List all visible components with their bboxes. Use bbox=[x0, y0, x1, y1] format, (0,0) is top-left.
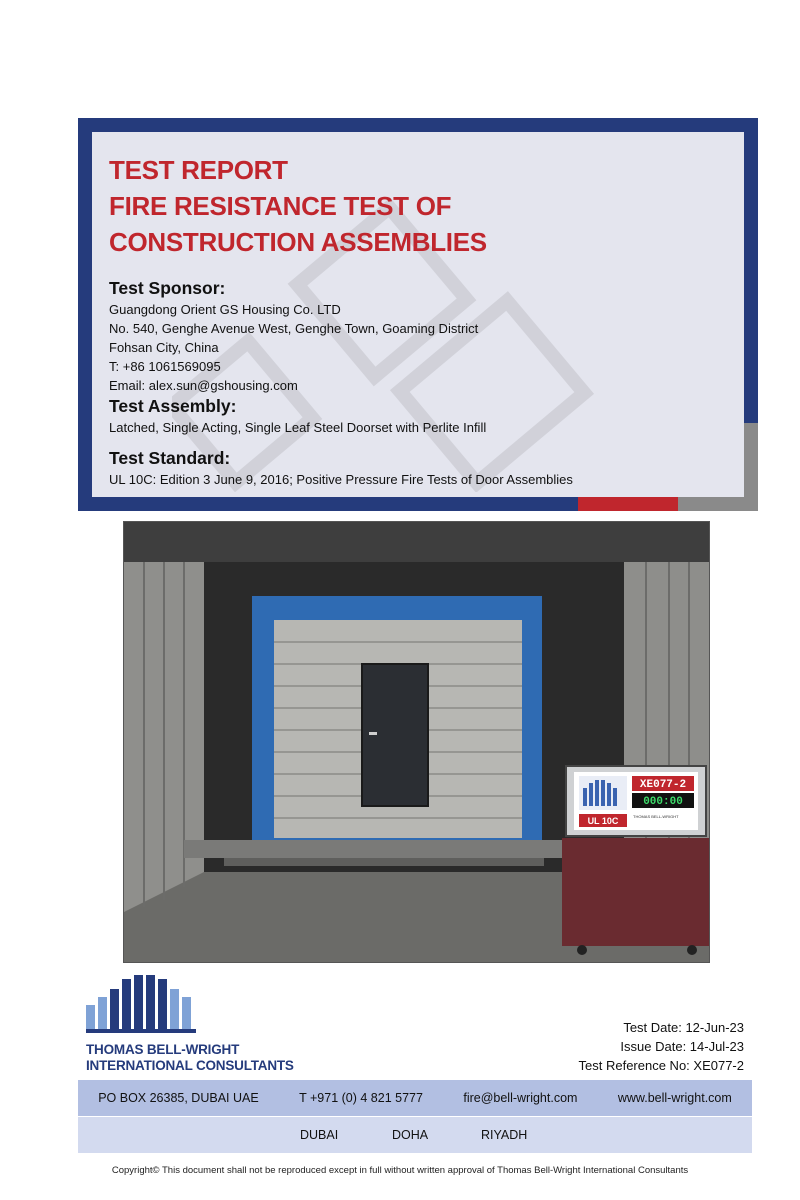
sponsor-line: T: +86 1061569095 bbox=[109, 359, 221, 374]
offices-bar bbox=[78, 1117, 752, 1153]
contact-address: PO BOX 26385, DUBAI UAE bbox=[98, 1091, 259, 1105]
company-name bbox=[86, 1042, 294, 1074]
frame-accent-red bbox=[578, 497, 678, 511]
sponsor-line: Guangdong Orient GS Housing Co. LTD bbox=[109, 302, 341, 317]
report-title bbox=[109, 152, 487, 260]
display-brand: THOMAS BELL-WRIGHT bbox=[633, 814, 679, 819]
sponsor-email: Email: alex.sun@gshousing.com bbox=[109, 378, 298, 393]
report-header-frame bbox=[78, 118, 758, 511]
frame-accent-gray-bottom bbox=[678, 497, 758, 511]
sponsor-line: No. 540, Genghe Avenue West, Genghe Town, Goaming District bbox=[109, 321, 479, 336]
display-reference: XE077-2 bbox=[639, 779, 687, 791]
office-doha: DOHA bbox=[392, 1128, 429, 1142]
report-dates bbox=[579, 1018, 744, 1075]
bell-wright-logo bbox=[86, 975, 196, 1037]
report-title-line: TEST REPORT bbox=[109, 155, 288, 185]
contact-phone: T +971 (0) 4 821 5777 bbox=[299, 1091, 423, 1105]
issue-date: Issue Date: 14-Jul-23 bbox=[620, 1039, 744, 1054]
office-riyadh: RIYADH bbox=[481, 1128, 528, 1142]
furnace-scene bbox=[124, 522, 710, 963]
test-date: Test Date: 12-Jun-23 bbox=[623, 1020, 744, 1035]
test-reference: Test Reference No: XE077-2 bbox=[578, 1058, 744, 1073]
contact-website[interactable]: www.bell-wright.com bbox=[617, 1091, 732, 1105]
assembly-heading: Test Assembly: bbox=[109, 396, 237, 416]
office-dubai: DUBAI bbox=[300, 1128, 339, 1142]
display-timer: 000:00 bbox=[643, 796, 683, 808]
sponsor-line: Fohsan City, China bbox=[109, 340, 219, 355]
copyright-notice: Copyright© This document shall not be reproduced except in full without written approval of Thomas Bell-Wright International Consultants bbox=[111, 1165, 689, 1176]
company-name-line: INTERNATIONAL CONSULTANTS bbox=[86, 1058, 294, 1073]
assembly-text: Latched, Single Acting, Single Leaf Steel Doorset with Perlite Infill bbox=[109, 420, 487, 435]
contact-email[interactable]: fire@bell-wright.com bbox=[463, 1091, 578, 1105]
standard-heading: Test Standard: bbox=[109, 448, 231, 468]
report-title-line: FIRE RESISTANCE TEST OF bbox=[109, 191, 452, 221]
contact-bar bbox=[78, 1080, 752, 1116]
report-title-line: CONSTRUCTION ASSEMBLIES bbox=[109, 227, 487, 257]
report-header-panel bbox=[92, 132, 744, 497]
sponsor-details bbox=[109, 300, 478, 395]
sponsor-heading: Test Sponsor: bbox=[109, 278, 226, 298]
standard-text: UL 10C: Edition 3 June 9, 2016; Positive Pressure Fire Tests of Door Assemblies bbox=[109, 472, 573, 487]
company-name-line: THOMAS BELL-WRIGHT bbox=[86, 1042, 240, 1057]
display-standard: UL 10C bbox=[587, 816, 619, 826]
test-furnace-photo bbox=[123, 521, 710, 963]
